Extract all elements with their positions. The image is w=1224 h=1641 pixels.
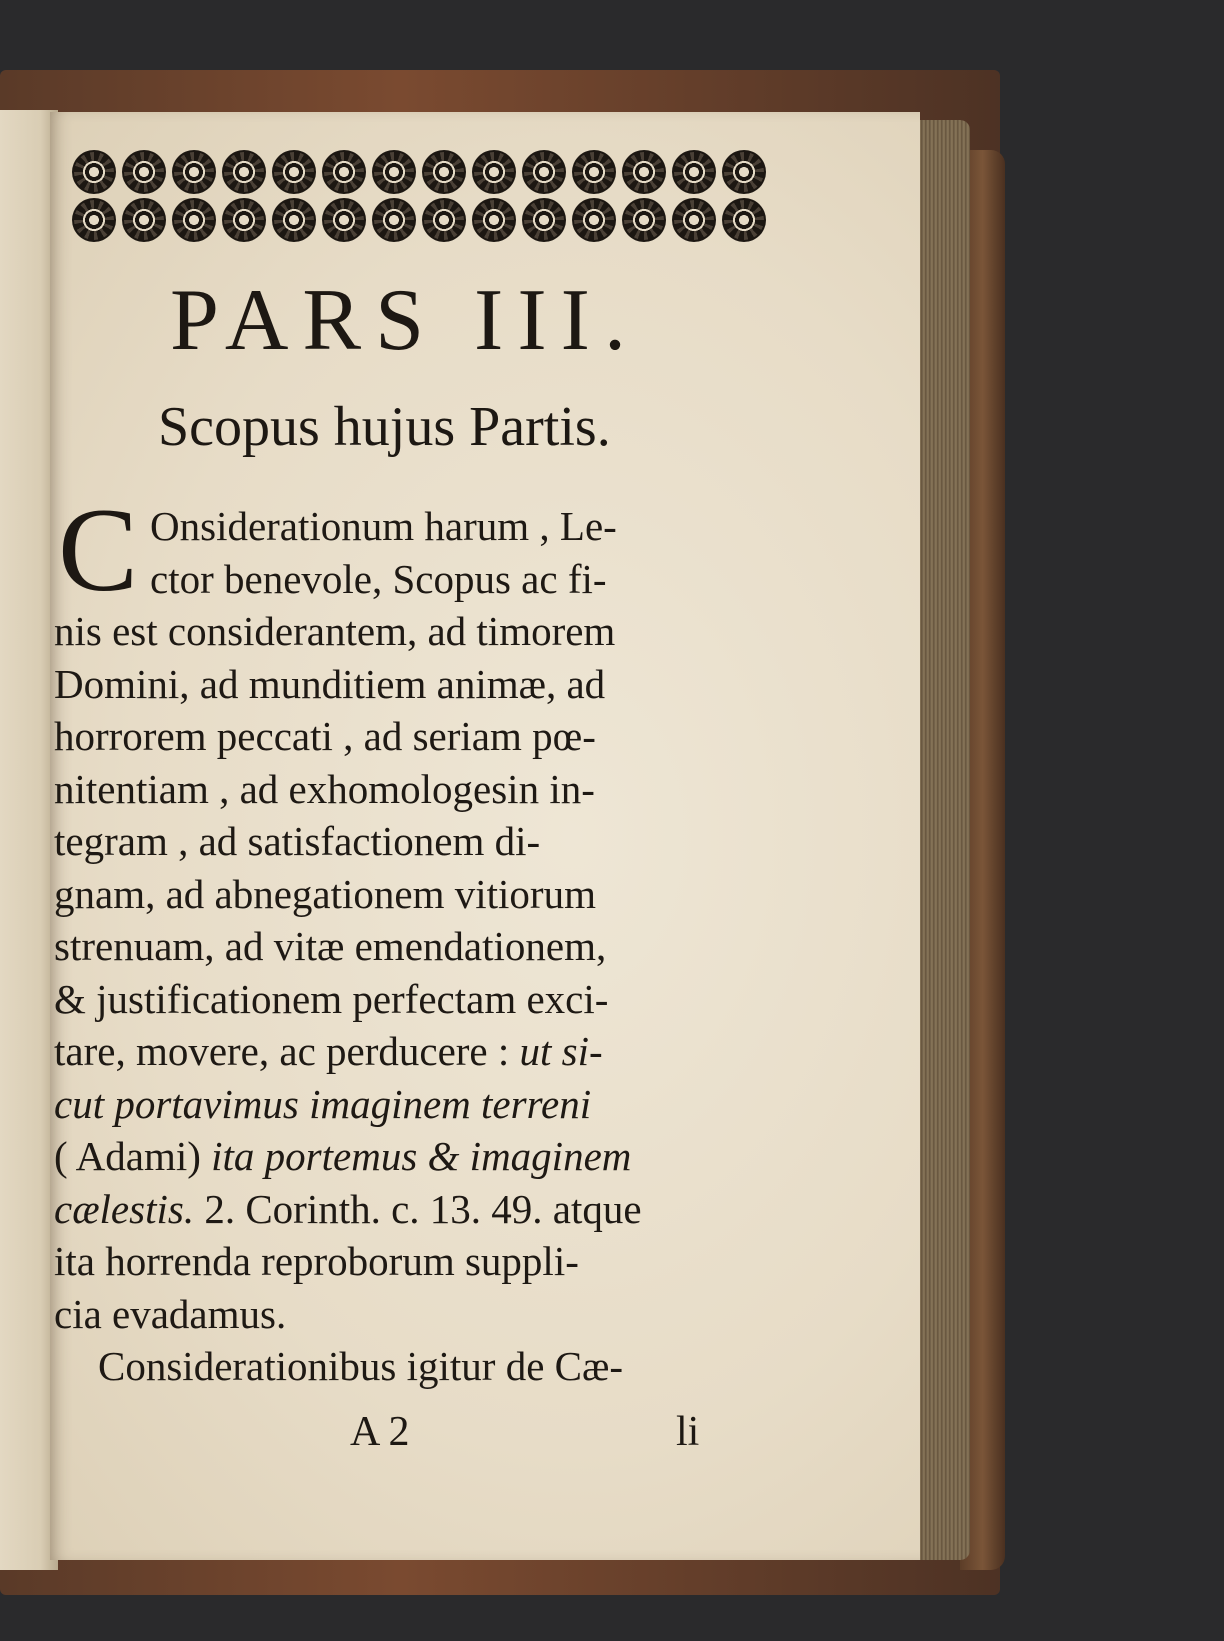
text-segment: 2. Corinth. c. 13. 49. atque xyxy=(204,1185,642,1232)
ornament-border xyxy=(72,150,772,242)
text-line xyxy=(54,1025,744,1078)
italic-text-segment: cælestis. xyxy=(54,1185,195,1232)
rosette-ornament xyxy=(172,150,216,194)
text-line: nitentiam , ad exhomologesin in- xyxy=(54,765,595,812)
text-line: cut portavimus imaginem terreni xyxy=(54,1080,592,1127)
page-stack xyxy=(918,120,970,1560)
text-line: & justificationem perfectam exci- xyxy=(54,975,609,1022)
text-line: horrorem peccati , ad seriam pœ- xyxy=(54,713,596,759)
rosette-ornament xyxy=(322,150,366,194)
text-line xyxy=(54,1130,744,1183)
rosette-ornament xyxy=(72,198,116,242)
drop-capital: C xyxy=(58,483,139,616)
rosette-ornament xyxy=(72,150,116,194)
text-line: ita horrenda reproborum suppli- xyxy=(54,1238,579,1284)
text-line: gnam, ad abnegationem vitiorum xyxy=(54,870,596,917)
rosette-ornament xyxy=(472,198,516,242)
text-line: cia evadamus. xyxy=(54,1290,287,1337)
rosette-ornament xyxy=(272,150,316,194)
rosette-ornament xyxy=(722,150,766,194)
text-line: tegram , ad satisfactionem di- xyxy=(54,818,541,864)
text-line: ctor benevole, Scopus ac fi- xyxy=(150,555,607,602)
text-line: Considerationibus igitur de Cæ- xyxy=(98,1343,623,1389)
rosette-ornament xyxy=(122,150,166,194)
rosette-ornament xyxy=(172,198,216,242)
italic-text-segment: ut si- xyxy=(519,1028,603,1074)
catchword: li xyxy=(676,1409,700,1455)
text-segment: tare, movere, ac perducere : xyxy=(54,1028,510,1074)
rosette-ornament xyxy=(422,198,466,242)
rosette-ornament xyxy=(572,150,616,194)
text-line: nis est considerantem, ad timorem xyxy=(54,608,616,654)
text-line: strenuam, ad vitæ emendationem, xyxy=(54,923,607,969)
page-subtitle: Scopus hujus Partis. xyxy=(158,396,611,458)
text-segment: ( Adami) xyxy=(54,1133,201,1179)
italic-text-segment: ita portemus & imaginem xyxy=(211,1133,632,1179)
rosette-ornament xyxy=(622,198,666,242)
rosette-ornament xyxy=(372,198,416,242)
rosette-ornament xyxy=(222,150,266,194)
rosette-ornament xyxy=(222,198,266,242)
rosette-ornament xyxy=(522,150,566,194)
rosette-ornament xyxy=(122,198,166,242)
rosette-ornament xyxy=(372,150,416,194)
rosette-ornament xyxy=(672,150,716,194)
page-title: PARS III. xyxy=(170,272,640,369)
rosette-ornament xyxy=(422,150,466,194)
text-line: Domini, ad munditiem animæ, ad xyxy=(54,660,606,707)
body-text xyxy=(54,500,744,1393)
rosette-ornament xyxy=(622,150,666,194)
rosette-ornament xyxy=(672,198,716,242)
rosette-ornament xyxy=(572,198,616,242)
rosette-ornament xyxy=(722,198,766,242)
rosette-ornament xyxy=(272,198,316,242)
signature-mark: A 2 xyxy=(350,1409,410,1455)
text-line xyxy=(54,1183,744,1236)
rosette-ornament xyxy=(472,150,516,194)
text-line: Onsiderationum harum , Le- xyxy=(150,503,617,549)
rosette-ornament xyxy=(322,198,366,242)
rosette-ornament xyxy=(522,198,566,242)
